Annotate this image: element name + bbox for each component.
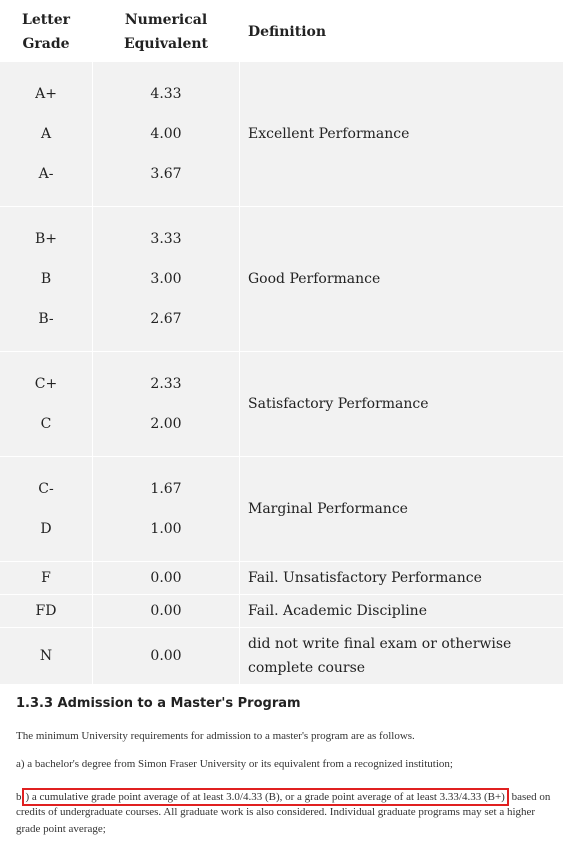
definition-column bbox=[240, 562, 563, 594]
column-divider bbox=[239, 62, 240, 206]
value-cell: 1.67 bbox=[150, 481, 182, 497]
definition-text: Fail. Academic Discipline bbox=[248, 603, 427, 619]
header-letter-line1: Letter bbox=[22, 12, 70, 28]
header-definition: Definition bbox=[248, 24, 327, 40]
header-numerical-equivalent bbox=[92, 8, 240, 56]
value-cell: 2.33 bbox=[150, 376, 182, 392]
grade-group-b bbox=[0, 207, 563, 351]
header-num-line2: Equivalent bbox=[123, 36, 209, 52]
header-num-line1: Numerical bbox=[124, 12, 208, 28]
column-divider bbox=[92, 62, 93, 206]
letter-cell: C bbox=[40, 416, 52, 432]
value-cell: 2.67 bbox=[150, 311, 182, 327]
letter-column bbox=[0, 628, 92, 684]
definition-column bbox=[240, 207, 563, 351]
value-cell: 0.00 bbox=[150, 648, 182, 664]
column-divider bbox=[239, 457, 240, 561]
gpa-highlight: ) a cumulative grade point average of at least 3.0/4.33 (B), or a grade point average of at least 3.33/4.33 (B+) bbox=[22, 788, 509, 806]
value-cell: 2.00 bbox=[150, 416, 182, 432]
numerical-column bbox=[93, 628, 239, 684]
definition-column bbox=[240, 352, 563, 456]
definition-text: Fail. Unsatisfactory Performance bbox=[248, 570, 482, 586]
value-cell: 3.67 bbox=[150, 166, 182, 182]
column-divider bbox=[92, 628, 93, 684]
letter-cell: A bbox=[40, 126, 52, 142]
grade-group-marginal bbox=[0, 457, 563, 561]
definition-text: Good Performance bbox=[248, 271, 381, 287]
value-cell: 0.00 bbox=[150, 603, 182, 619]
admission-section bbox=[16, 692, 588, 835]
numerical-column bbox=[93, 562, 239, 594]
letter-cell: N bbox=[39, 648, 53, 664]
grade-group-n bbox=[0, 628, 563, 684]
column-divider bbox=[92, 207, 93, 351]
value-cell: 1.00 bbox=[150, 521, 182, 537]
value-cell: 3.00 bbox=[150, 271, 182, 287]
definition-text: Satisfactory Performance bbox=[248, 396, 429, 412]
column-divider bbox=[92, 457, 93, 561]
letter-cell: A- bbox=[38, 166, 54, 182]
letter-column bbox=[0, 595, 92, 627]
grade-group-fd bbox=[0, 595, 563, 627]
numerical-column bbox=[93, 207, 239, 351]
letter-cell: C- bbox=[38, 481, 54, 497]
letter-cell: C+ bbox=[34, 376, 58, 392]
header-letter-line2: Grade bbox=[22, 36, 70, 52]
letter-cell: B- bbox=[38, 311, 54, 327]
letter-column bbox=[0, 207, 92, 351]
letter-column bbox=[0, 562, 92, 594]
letter-cell: B bbox=[40, 271, 52, 287]
grade-group-a bbox=[0, 62, 563, 206]
paragraph-gpa-line3: grade point average; bbox=[16, 823, 106, 835]
definition-column bbox=[240, 457, 563, 561]
header-letter-grade bbox=[0, 8, 92, 56]
column-divider bbox=[239, 562, 240, 594]
definition-text: Excellent Performance bbox=[248, 126, 410, 142]
definition-column bbox=[240, 628, 563, 684]
letter-column bbox=[0, 457, 92, 561]
column-divider bbox=[92, 595, 93, 627]
grade-group-c bbox=[0, 352, 563, 456]
column-divider bbox=[239, 595, 240, 627]
definition-text-line2: complete course bbox=[248, 660, 366, 676]
letter-column bbox=[0, 352, 92, 456]
column-divider bbox=[92, 352, 93, 456]
letter-cell: A+ bbox=[35, 86, 57, 102]
letter-cell: FD bbox=[35, 603, 57, 619]
value-cell: 4.00 bbox=[150, 126, 182, 142]
value-cell: 4.33 bbox=[150, 86, 182, 102]
definition-column bbox=[240, 595, 563, 627]
letter-column bbox=[0, 62, 92, 206]
gpa-line1-rest: based on bbox=[508, 791, 551, 803]
value-cell: 0.00 bbox=[150, 570, 182, 586]
paragraph-requirements-intro: The minimum University requirements for admission to a master's program are as follows. bbox=[16, 730, 415, 742]
gpa-item-prefix: b bbox=[16, 791, 22, 803]
numerical-column bbox=[93, 457, 239, 561]
column-divider bbox=[239, 352, 240, 456]
paragraph-gpa-line2: credits of undergraduate courses. All graduate work is also considered. Individual graduate programs may set a higher bbox=[16, 806, 536, 818]
numerical-column bbox=[93, 62, 239, 206]
letter-cell: F bbox=[41, 570, 51, 586]
numerical-column bbox=[93, 352, 239, 456]
grade-group-f bbox=[0, 562, 563, 594]
paragraph-gpa-line1 bbox=[16, 788, 550, 806]
letter-cell: D bbox=[40, 521, 52, 537]
definition-text-line1: did not write final exam or otherwise bbox=[248, 636, 512, 652]
column-divider bbox=[239, 207, 240, 351]
section-heading: 1.3.3 Admission to a Master's Program bbox=[16, 696, 301, 711]
definition-column bbox=[240, 62, 563, 206]
column-divider bbox=[92, 562, 93, 594]
value-cell: 3.33 bbox=[150, 231, 182, 247]
numerical-column bbox=[93, 595, 239, 627]
column-divider bbox=[239, 628, 240, 684]
letter-cell: B+ bbox=[34, 231, 58, 247]
definition-text: Marginal Performance bbox=[248, 501, 408, 517]
paragraph-bachelors-degree: a) a bachelor's degree from Simon Fraser University or its equivalent from a recognized institution; bbox=[16, 758, 453, 770]
